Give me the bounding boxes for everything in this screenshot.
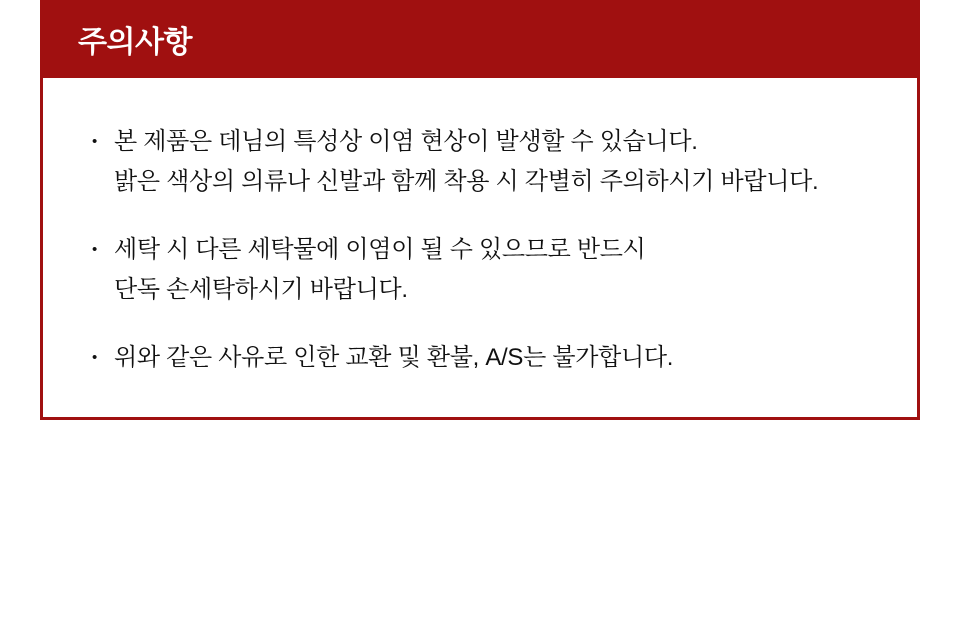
notice-panel: [40, 0, 920, 420]
list-item: [92, 122, 881, 202]
list-item: [92, 230, 881, 310]
notice-line: 세탁 시 다른 세탁물에 이염이 될 수 있으므로 반드시: [114, 236, 646, 263]
list-item-text: [114, 122, 881, 202]
notice-title: 주의사항: [78, 26, 192, 59]
bullet-icon: •: [92, 349, 98, 366]
notice-line: 단독 손세탁하시기 바랍니다.: [114, 276, 408, 303]
notice-line: 본 제품은 데님의 특성상 이염 현상이 발생할 수 있습니다.: [114, 128, 698, 155]
list-item-text: [114, 230, 881, 310]
bullet-icon: •: [92, 133, 98, 150]
notice-line: 밝은 색상의 의류나 신발과 함께 착용 시 각별히 주의하시기 바랍니다.: [114, 168, 819, 195]
bullet-icon: •: [92, 241, 98, 258]
notice-body: [40, 78, 920, 420]
notice-header: [40, 0, 920, 78]
list-item-text: [114, 338, 881, 378]
list-item: [92, 338, 881, 378]
notice-line: 위와 같은 사유로 인한 교환 및 환불, A/S는 불가합니다.: [114, 344, 674, 371]
